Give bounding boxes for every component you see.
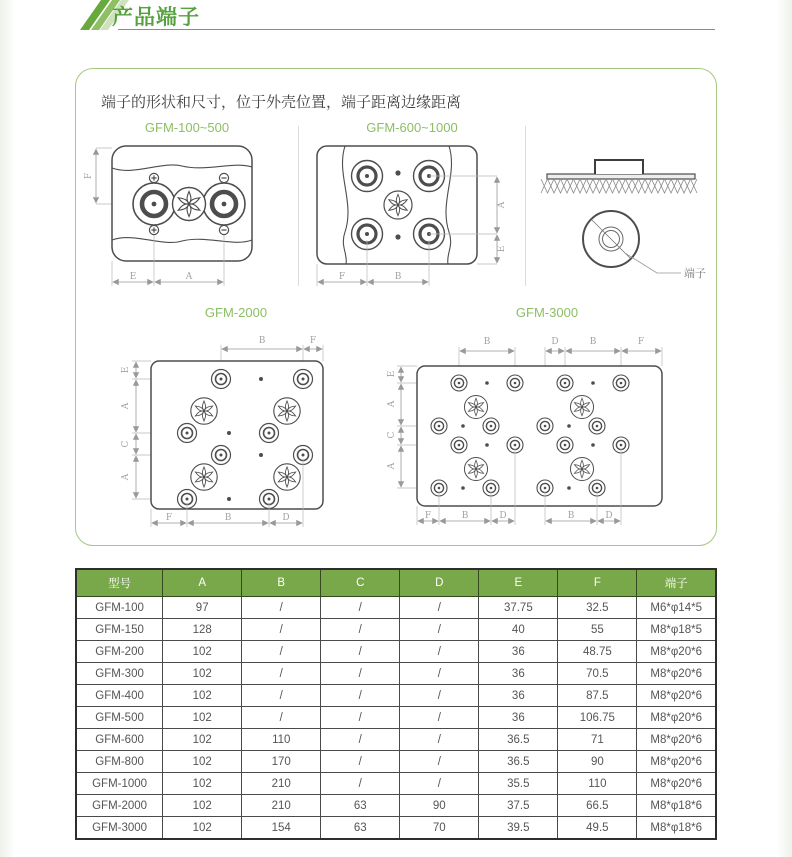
battery-top-view-gfm-3000: [387, 321, 707, 533]
dim-label: B: [483, 337, 491, 347]
table-row: [76, 817, 716, 840]
table-header-row: [76, 569, 716, 597]
value-cell: M6*φ14*5: [637, 597, 716, 619]
value-cell: 102: [163, 751, 242, 773]
diagrams-card: [75, 68, 717, 546]
value-cell: 102: [163, 663, 242, 685]
table-row: [76, 795, 716, 817]
value-cell: 102: [163, 707, 242, 729]
value-cell: M8*φ20*6: [637, 707, 716, 729]
value-cell: 110: [242, 729, 321, 751]
table-row: [76, 597, 716, 619]
value-cell: /: [400, 773, 479, 795]
column-header: 端子: [637, 569, 716, 597]
value-cell: M8*φ20*6: [637, 663, 716, 685]
table-row: [76, 663, 716, 685]
value-cell: 48.75: [558, 641, 637, 663]
value-cell: 90: [400, 795, 479, 817]
column-header: D: [400, 569, 479, 597]
value-cell: 110: [558, 773, 637, 795]
value-cell: 36: [479, 641, 558, 663]
value-cell: 37.75: [479, 597, 558, 619]
dim-label: B: [589, 337, 597, 347]
dim-label: F: [84, 172, 94, 180]
value-cell: 102: [163, 773, 242, 795]
value-cell: 106.75: [558, 707, 637, 729]
value-cell: 102: [163, 795, 242, 817]
value-cell: 102: [163, 729, 242, 751]
dim-label: E: [387, 370, 397, 378]
value-cell: /: [400, 707, 479, 729]
value-cell: 36: [479, 685, 558, 707]
model-cell: GFM-400: [76, 685, 163, 707]
value-cell: /: [400, 729, 479, 751]
value-cell: /: [321, 597, 400, 619]
value-cell: 36: [479, 707, 558, 729]
value-cell: /: [400, 619, 479, 641]
value-cell: /: [321, 751, 400, 773]
column-header: F: [558, 569, 637, 597]
value-cell: M8*φ20*6: [637, 685, 716, 707]
value-cell: /: [242, 597, 321, 619]
diagram-caption: GFM-3000: [515, 305, 579, 320]
diagram-row-1: [76, 120, 716, 299]
value-cell: 40: [479, 619, 558, 641]
terminal-callout-label: 端子: [683, 268, 706, 280]
model-cell: GFM-600: [76, 729, 163, 751]
column-header: C: [321, 569, 400, 597]
value-cell: 210: [242, 795, 321, 817]
diagram-caption: GFM-600~1000: [366, 120, 458, 135]
diagram-gfm-600-1000: [299, 120, 525, 299]
value-cell: /: [321, 685, 400, 707]
spec-table: [75, 568, 717, 840]
dim-label: B: [567, 511, 575, 521]
title-underline: [118, 29, 715, 30]
value-cell: /: [321, 663, 400, 685]
dim-label: B: [258, 336, 266, 346]
dim-label: B: [224, 513, 232, 523]
dim-label: A: [387, 400, 397, 408]
value-cell: 71: [558, 729, 637, 751]
table-row: [76, 685, 716, 707]
dim-label: C: [387, 431, 397, 439]
value-cell: /: [321, 729, 400, 751]
value-cell: 97: [163, 597, 242, 619]
model-cell: GFM-2000: [76, 795, 163, 817]
dim-label: F: [338, 272, 345, 282]
value-cell: /: [400, 597, 479, 619]
value-cell: /: [242, 663, 321, 685]
model-cell: GFM-300: [76, 663, 163, 685]
value-cell: 63: [321, 817, 400, 840]
dim-label: D: [499, 511, 507, 521]
diagram-gfm-100-500: [76, 120, 298, 299]
value-cell: 70: [400, 817, 479, 840]
column-header: E: [479, 569, 558, 597]
value-cell: /: [321, 619, 400, 641]
dim-label: F: [165, 513, 173, 523]
value-cell: M8*φ20*6: [637, 751, 716, 773]
value-cell: /: [321, 641, 400, 663]
spec-table-body: [76, 597, 716, 840]
header: [0, 0, 792, 40]
value-cell: M8*φ18*5: [637, 619, 716, 641]
dim-label: A: [387, 462, 397, 470]
value-cell: 128: [163, 619, 242, 641]
value-cell: 36.5: [479, 751, 558, 773]
dim-label: A: [121, 402, 131, 410]
battery-top-view-2-terminal: [82, 136, 292, 294]
value-cell: /: [242, 707, 321, 729]
value-cell: 210: [242, 773, 321, 795]
table-row: [76, 707, 716, 729]
diagram-gfm-2000: [90, 305, 382, 538]
dim-label: E: [496, 245, 507, 253]
diagram-terminal-side-view: [526, 120, 716, 289]
value-cell: 102: [163, 685, 242, 707]
value-cell: 35.5: [479, 773, 558, 795]
value-cell: 49.5: [558, 817, 637, 840]
value-cell: 87.5: [558, 685, 637, 707]
value-cell: 102: [163, 641, 242, 663]
dim-label: E: [129, 272, 137, 282]
value-cell: /: [242, 619, 321, 641]
diagram-caption: GFM-100~500: [144, 120, 230, 135]
model-cell: GFM-100: [76, 597, 163, 619]
terminal-detail-view: [529, 134, 714, 284]
dim-label: F: [309, 336, 317, 346]
dim-label: D: [282, 513, 290, 523]
value-cell: 32.5: [558, 597, 637, 619]
model-cell: GFM-200: [76, 641, 163, 663]
model-cell: GFM-1000: [76, 773, 163, 795]
value-cell: 37.5: [479, 795, 558, 817]
battery-top-view-4-terminal: [305, 136, 520, 294]
battery-top-view-gfm-2000: [111, 321, 361, 533]
model-cell: GFM-3000: [76, 817, 163, 840]
dim-label: B: [394, 272, 401, 282]
column-header: B: [242, 569, 321, 597]
value-cell: M8*φ20*6: [637, 773, 716, 795]
value-cell: /: [400, 641, 479, 663]
dim-label: A: [496, 201, 507, 209]
dim-label: D: [551, 337, 559, 347]
table-row: [76, 729, 716, 751]
dim-label: B: [461, 511, 469, 521]
value-cell: /: [242, 641, 321, 663]
value-cell: M8*φ18*6: [637, 795, 716, 817]
dim-label: E: [121, 366, 131, 374]
value-cell: 36: [479, 663, 558, 685]
model-cell: GFM-800: [76, 751, 163, 773]
brand-stripe-logo: [70, 0, 108, 30]
diagram-caption: GFM-2000: [204, 305, 268, 320]
value-cell: /: [400, 685, 479, 707]
value-cell: 170: [242, 751, 321, 773]
dim-label: A: [121, 473, 131, 481]
dim-label: D: [605, 511, 613, 521]
dim-label: C: [121, 440, 131, 448]
value-cell: 154: [242, 817, 321, 840]
value-cell: M8*φ18*6: [637, 817, 716, 840]
dim-label: F: [637, 337, 645, 347]
value-cell: /: [242, 685, 321, 707]
model-cell: GFM-500: [76, 707, 163, 729]
table-row: [76, 619, 716, 641]
value-cell: /: [400, 663, 479, 685]
table-row: [76, 751, 716, 773]
diagram-row-2: [76, 305, 716, 538]
card-description: 端子的形状和尺寸，位于外壳位置，端子距离边缘距离: [101, 94, 462, 111]
value-cell: 66.5: [558, 795, 637, 817]
value-cell: 102: [163, 817, 242, 840]
dim-label: A: [185, 272, 193, 282]
value-cell: /: [321, 773, 400, 795]
diagram-gfm-3000: [382, 305, 712, 538]
page-title: 产品端子: [112, 6, 200, 29]
value-cell: 70.5: [558, 663, 637, 685]
model-cell: GFM-150: [76, 619, 163, 641]
value-cell: /: [321, 707, 400, 729]
value-cell: M8*φ20*6: [637, 641, 716, 663]
value-cell: /: [400, 751, 479, 773]
value-cell: M8*φ20*6: [637, 729, 716, 751]
value-cell: 63: [321, 795, 400, 817]
value-cell: 36.5: [479, 729, 558, 751]
value-cell: 90: [558, 751, 637, 773]
table-row: [76, 773, 716, 795]
value-cell: 39.5: [479, 817, 558, 840]
dim-label: F: [424, 511, 432, 521]
column-header: 型号: [76, 569, 163, 597]
value-cell: 55: [558, 619, 637, 641]
table-row: [76, 641, 716, 663]
column-header: A: [163, 569, 242, 597]
